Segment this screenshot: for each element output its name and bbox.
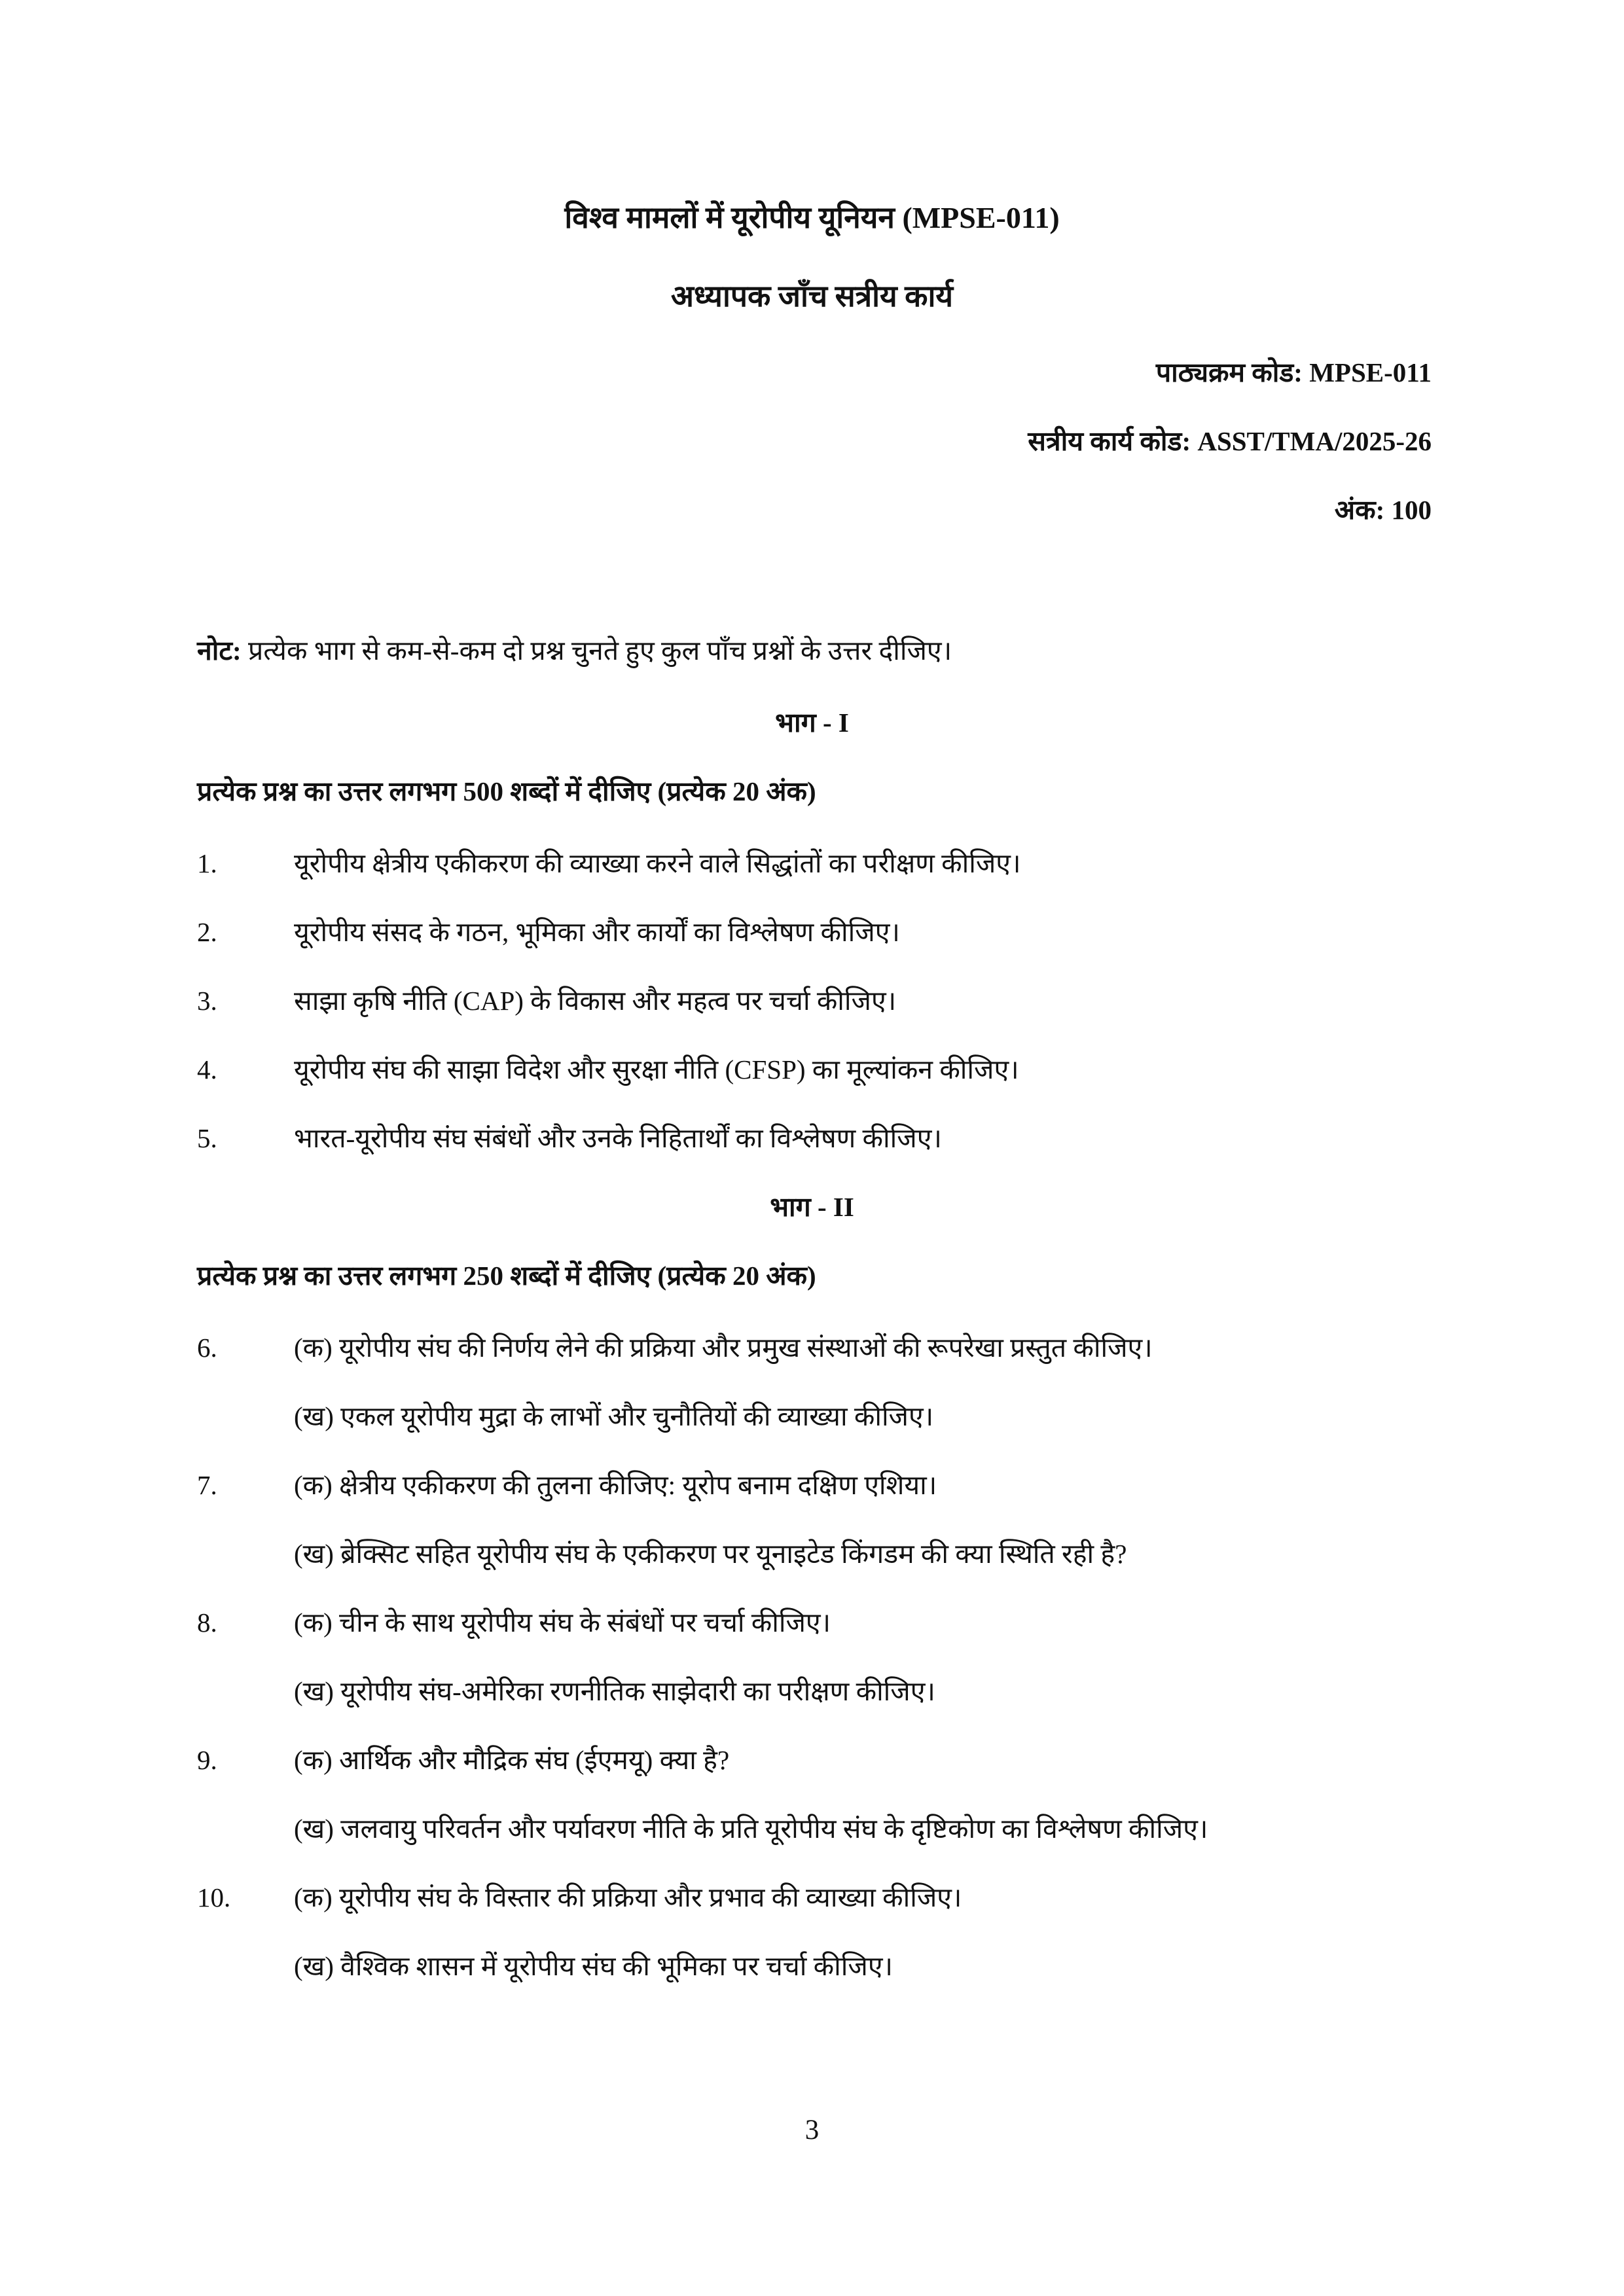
question-text: यूरोपीय क्षेत्रीय एकीकरण की व्याख्या करने वाले सिद्धांतों का परीक्षण कीजिए।	[294, 848, 1021, 878]
question-number: 9.	[197, 1745, 217, 1775]
question-3	[197, 982, 896, 1018]
question-10	[197, 1878, 962, 1915]
question-number: 4.	[197, 1054, 217, 1085]
question-number: 5.	[197, 1123, 217, 1153]
question-1	[197, 844, 1020, 881]
question-7-part-b: (ख) ब्रेक्सिट सहित यूरोपीय संघ के एकीकरण पर यूनाइटेड किंगडम की क्या स्थिति रही है?	[294, 1539, 1127, 1569]
question-number: 8.	[197, 1607, 217, 1638]
part-2-instruction: प्रत्येक प्रश्न का उत्तर लगभग 250 शब्दों में दीजिए (प्रत्येक 20 अंक)	[197, 1261, 816, 1291]
question-number: 3.	[197, 986, 217, 1016]
question-8-part-b: (ख) यूरोपीय संघ-अमेरिका रणनीतिक साझेदारी का परीक्षण कीजिए।	[294, 1676, 935, 1706]
question-2	[197, 913, 900, 950]
document-title: विश्व मामलों में यूरोपीय यूनियन (MPSE-011)	[564, 201, 1060, 234]
question-part-a: (क) यूरोपीय संघ की निर्णय लेने की प्रक्रिया और प्रमुख संस्थाओं की रूपरेखा प्रस्तुत कीजिए।	[294, 1333, 1153, 1363]
question-part-a: (क) क्षेत्रीय एकीकरण की तुलना कीजिए: यूरोप बनाम दक्षिण एशिया।	[294, 1470, 937, 1500]
question-7	[197, 1466, 937, 1503]
document-subtitle: अध्यापक जाँच सत्रीय कार्य	[670, 279, 954, 313]
question-number: 7.	[197, 1470, 217, 1500]
question-number: 1.	[197, 848, 217, 878]
question-text: भारत-यूरोपीय संघ संबंधों और उनके निहितार्थों का विश्लेषण कीजिए।	[294, 1123, 942, 1153]
question-number: 6.	[197, 1333, 217, 1363]
question-10-part-b: (ख) वैश्विक शासन में यूरोपीय संघ की भूमिका पर चर्चा कीजिए।	[294, 1951, 893, 1981]
question-8	[197, 1604, 831, 1640]
question-6-part-b: (ख) एकल यूरोपीय मुद्रा के लाभों और चुनौतियों की व्याख्या कीजिए।	[294, 1401, 934, 1431]
question-number: 10.	[197, 1882, 231, 1912]
page-number: 3	[804, 2115, 820, 2145]
course-code: पाठ्यक्रम कोड: MPSE-011	[1155, 357, 1432, 387]
question-number: 2.	[197, 917, 217, 947]
question-text: साझा कृषि नीति (CAP) के विकास और महत्व पर चर्चा कीजिए।	[294, 986, 897, 1016]
question-part-a: (क) यूरोपीय संघ के विस्तार की प्रक्रिया और प्रभाव की व्याख्या कीजिए।	[294, 1882, 962, 1912]
question-4	[197, 1050, 1019, 1087]
part-1-heading: भाग - I	[775, 708, 849, 738]
total-marks: अंक: 100	[1334, 495, 1432, 525]
question-9	[197, 1741, 729, 1778]
part-2-heading: भाग - II	[770, 1192, 854, 1222]
assignment-code: सत्रीय कार्य कोड: ASST/TMA/2025-26	[1028, 426, 1432, 456]
question-part-a: (क) चीन के साथ यूरोपीय संघ के संबंधों पर चर्चा कीजिए।	[294, 1607, 831, 1638]
question-text: यूरोपीय संसद के गठन, भूमिका और कार्यों का विश्लेषण कीजिए।	[294, 917, 900, 947]
question-5	[197, 1119, 942, 1156]
question-text: यूरोपीय संघ की साझा विदेश और सुरक्षा नीति (CFSP) का मूल्यांकन कीजिए।	[294, 1054, 1019, 1085]
note-text: प्रत्येक भाग से कम-से-कम दो प्रश्न चुनते हुए कुल पाँच प्रश्नों के उत्तर दीजिए।	[241, 636, 952, 666]
question-9-part-b: (ख) जलवायु परिवर्तन और पर्यावरण नीति के प्रति यूरोपीय संघ के दृष्टिकोण का विश्लेषण कीजिए।	[294, 1814, 1208, 1844]
note-label: नोट:	[197, 636, 242, 666]
note	[197, 632, 952, 668]
question-6	[197, 1329, 1153, 1365]
question-part-a: (क) आर्थिक और मौद्रिक संघ (ईएमयू) क्या है?	[294, 1745, 730, 1775]
part-1-instruction: प्रत्येक प्रश्न का उत्तर लगभग 500 शब्दों में दीजिए (प्रत्येक 20 अंक)	[197, 776, 816, 806]
